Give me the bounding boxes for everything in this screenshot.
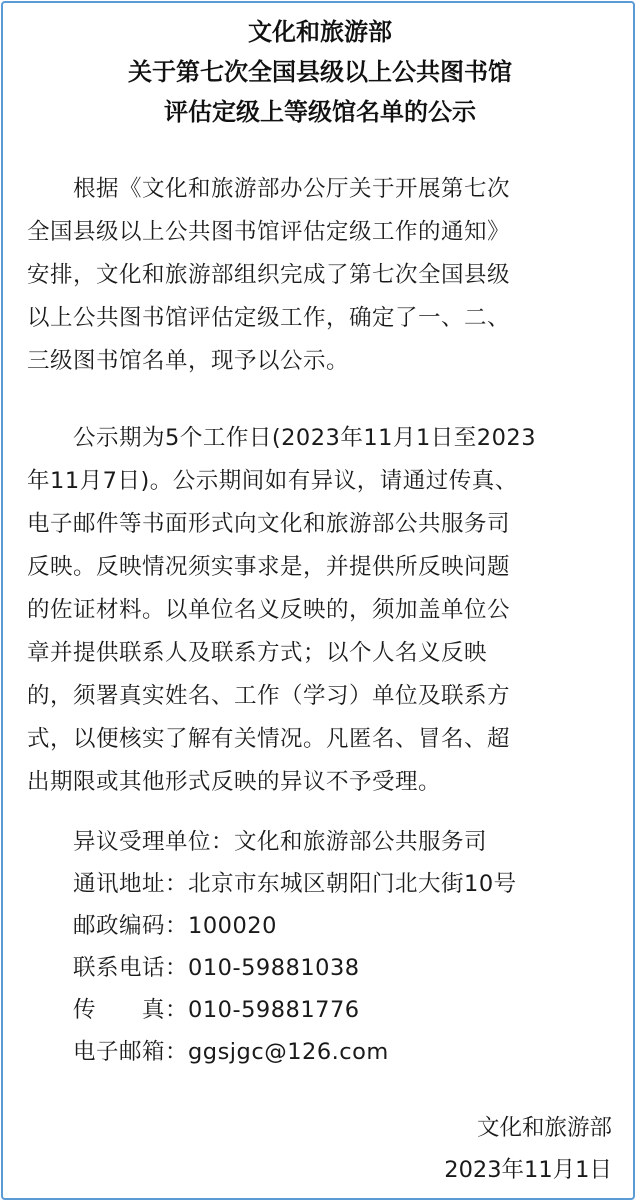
paragraph-2-line: 的佐证材料。以单位名义反映的，须加盖单位公 xyxy=(27,597,511,623)
paragraph-2-line: 电子邮件等书面形式向文化和旅游部公共服务司 xyxy=(27,511,511,537)
contact-fax: 传 真：010-59881776 xyxy=(27,997,360,1023)
contact-postcode: 邮政编码：100020 xyxy=(27,913,277,939)
paragraph-2-line: 章并提供联系人及联系方式；以个人名义反映 xyxy=(27,640,488,666)
notice-title-line-2: 评估定级上等级馆名单的公示 xyxy=(164,98,476,126)
issuer-title: 文化和旅游部 xyxy=(248,18,392,46)
paragraph-2-line: 出期限或其他形式反映的异议不予受理。 xyxy=(27,769,442,795)
paragraph-2-line: 的，须署真实姓名、工作（学习）单位及联系方 xyxy=(27,683,511,709)
paragraph-2-line: 公示期为5个工作日(2023年11月1日至2023 xyxy=(27,425,537,451)
contact-phone: 联系电话：010-59881038 xyxy=(27,955,360,981)
signature-date: 2023年11月1日 xyxy=(444,1157,612,1183)
paragraph-1-line: 全国县级以上公共图书馆评估定级工作的通知》 xyxy=(27,219,511,245)
contact-unit: 异议受理单位：文化和旅游部公共服务司 xyxy=(27,829,488,855)
paragraph-1-line: 根据《文化和旅游部办公厅关于开展第七次 xyxy=(27,176,511,202)
contact-address: 通讯地址：北京市东城区朝阳门北大街10号 xyxy=(27,871,517,897)
paragraph-1-line: 以上公共图书馆评估定级工作，确定了一、二、 xyxy=(27,305,511,331)
contact-email: 电子邮箱：ggsjgc@126.com xyxy=(27,1039,389,1065)
paragraph-1-line: 安排，文化和旅游部组织完成了第七次全国县级 xyxy=(27,262,511,288)
paragraph-2-line: 年11月7日)。公示期间如有异议，请通过传真、 xyxy=(27,468,518,494)
signature-org: 文化和旅游部 xyxy=(476,1115,612,1141)
paragraph-2-line: 反映。反映情况须实事求是，并提供所反映问题 xyxy=(27,554,511,580)
paragraph-2-line: 式，以便核实了解有关情况。凡匿名、冒名、超 xyxy=(27,726,511,752)
paragraph-1-line: 三级图书馆名单，现予以公示。 xyxy=(27,348,350,374)
notice-title-line-1: 关于第七次全国县级以上公共图书馆 xyxy=(128,58,512,86)
